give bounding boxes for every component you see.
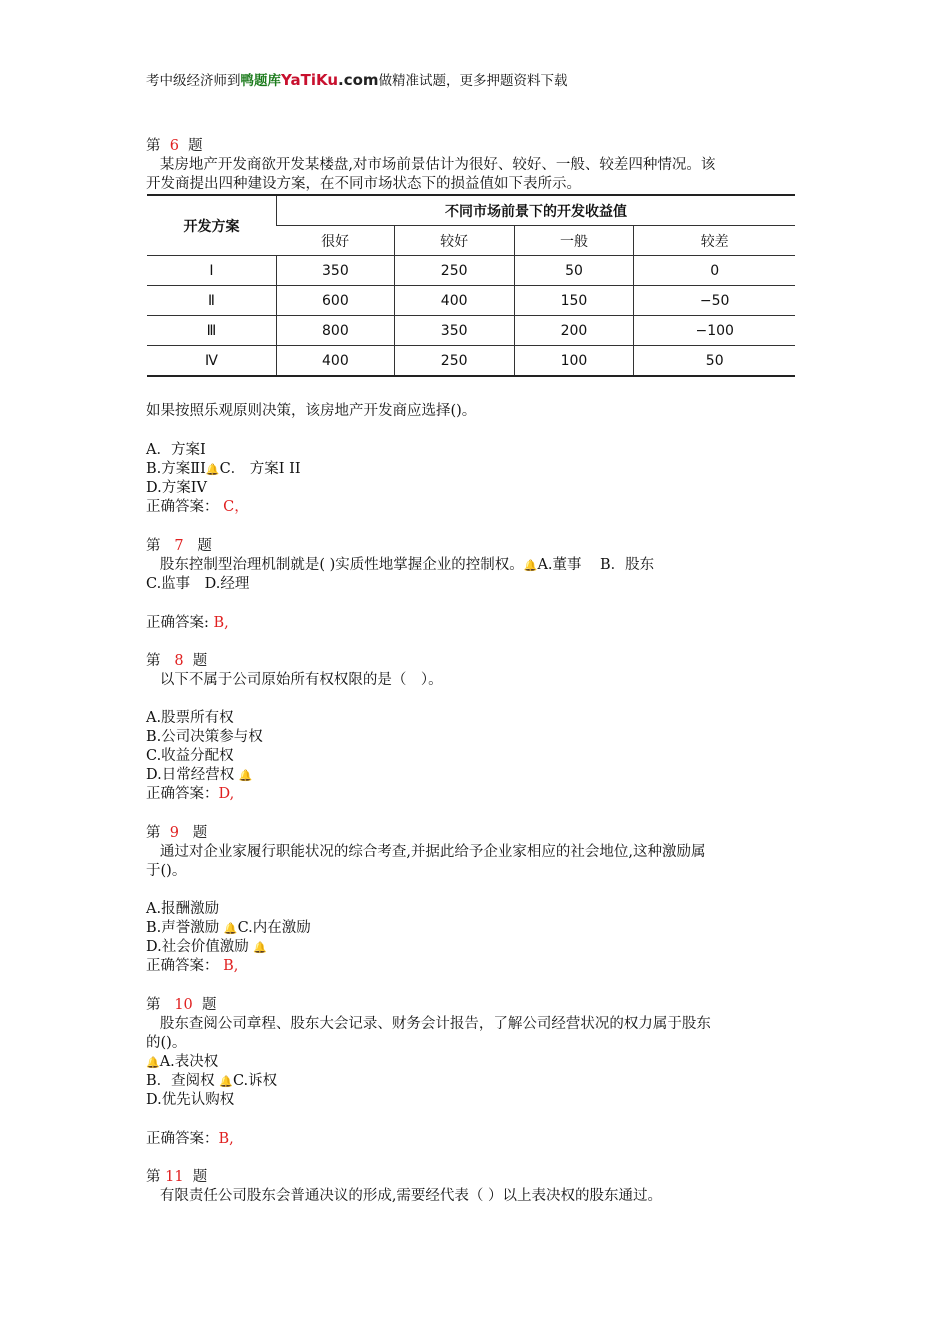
row-header: Ⅰ	[147, 256, 277, 286]
option-d: D.社会价值激励	[146, 939, 249, 955]
answer-label: 正确答案：	[146, 1131, 219, 1147]
column-header: 较好	[394, 226, 514, 256]
option-bc-line	[146, 460, 301, 479]
table-row	[147, 256, 795, 286]
answer-line	[146, 957, 238, 976]
option-c: C.收益分配权	[146, 748, 234, 764]
table-cell: 400	[394, 286, 514, 316]
option-a-line	[146, 1053, 218, 1072]
question-label: 题	[192, 653, 208, 669]
question-label: 第	[146, 1169, 161, 1185]
column-header: 较差	[634, 226, 795, 256]
question-8-stem	[146, 671, 443, 690]
answer-label: 正确答案：	[146, 499, 219, 515]
brand-name-cn: 鸭题库	[240, 73, 281, 89]
option-b: B.公司决策参与权	[146, 729, 263, 745]
question-label: 第	[146, 653, 161, 669]
option-a: A.股票所有权	[146, 710, 234, 726]
table-cell: 0	[634, 256, 795, 286]
brand-domain: .com	[338, 71, 379, 89]
bell-icon: 🔔	[238, 769, 253, 782]
table-row	[147, 286, 795, 316]
question-9-stem-line1	[146, 843, 706, 862]
question-9-title	[146, 824, 207, 843]
question-8-title	[146, 652, 207, 671]
stem-text: 以下不属于公司原始所有权权限的是（ ）。	[159, 672, 443, 688]
table-cell: 100	[514, 346, 634, 377]
option-d: D.优先认购权	[146, 1092, 235, 1108]
question-label: 第	[146, 997, 161, 1013]
option-d: D.日常经营权	[146, 767, 235, 783]
question-10-stem-line2: 的()。	[146, 1035, 187, 1051]
table-cell: 350	[277, 256, 395, 286]
header-prefix: 考中级经济师到	[146, 73, 241, 89]
table-row	[147, 346, 795, 377]
table-cell: 600	[277, 286, 395, 316]
answer-label: 正确答案：	[146, 958, 219, 974]
table-header-row	[147, 195, 795, 226]
question-number: 6	[169, 138, 179, 154]
option-d-line	[146, 766, 253, 785]
answer-value: D,	[218, 786, 235, 802]
stem-text: 股东查阅公司章程、股东大会记录、财务会计报告，了解公司经营状况的权力属于股东	[159, 1016, 711, 1032]
header-suffix: 做精准试题，更多押题资料下载	[378, 73, 568, 89]
answer-value: B,	[223, 958, 239, 974]
question-6-stem-line2: 开发商提出四种建设方案，在不同市场状态下的损益值如下表所示。	[146, 176, 581, 192]
question-6-prompt: 如果按照乐观原则决策，该房地产开发商应选择()。	[146, 403, 477, 419]
option-bc-line	[146, 919, 311, 938]
answer-line	[146, 614, 229, 633]
bell-icon: 🔔	[523, 559, 538, 572]
column-header: 很好	[277, 226, 395, 256]
table-cell: 250	[394, 346, 514, 377]
option-c: C.诉权	[232, 1073, 278, 1089]
question-number: 9	[169, 825, 179, 841]
stem-text: 股东控制型治理机制就是( )实质性地掌握企业的控制权。	[159, 557, 524, 573]
table-row	[147, 316, 795, 346]
row-header: Ⅱ	[147, 286, 277, 316]
option-a: A.报酬激励	[146, 901, 220, 917]
option-a: A.董事	[537, 557, 582, 573]
question-7-title	[146, 537, 212, 556]
option-b: B.声誉激励	[146, 920, 220, 936]
table-corner-header: 开发方案	[147, 195, 277, 256]
question-label: 第	[146, 538, 161, 554]
row-header: Ⅳ	[205, 352, 218, 369]
option-c: C.内在激励	[237, 920, 311, 936]
option-cd-line: C.监事 D.经理	[146, 576, 250, 592]
answer-line	[146, 498, 249, 517]
answer-line	[146, 1130, 234, 1149]
stem-text: 某房地产开发商欲开发某楼盘,对市场前景估计为很好、较好、一般、较差四种情况。该	[159, 157, 716, 173]
option-b: B.方案ⅡI	[146, 461, 206, 477]
question-label: 第	[146, 825, 161, 841]
question-label: 题	[192, 1169, 208, 1185]
bell-icon: 🔔	[146, 1056, 160, 1069]
option-b: B．查阅权	[146, 1073, 215, 1089]
stem-text: 有限责任公司股东会普通决议的形成,需要经代表（ ）以上表决权的股东通过。	[159, 1188, 663, 1204]
table-cell: −100	[634, 316, 795, 346]
option-b: B．股东	[599, 557, 655, 573]
question-number: 11	[165, 1169, 184, 1185]
table-cell: 50	[634, 346, 795, 377]
brand-name-en: YaTiKu	[281, 71, 339, 89]
answer-line	[146, 785, 234, 804]
question-6-title	[146, 137, 203, 156]
table-cell: −50	[634, 286, 795, 316]
answer-value: B,	[218, 1131, 234, 1147]
option-a: A.表决权	[159, 1054, 219, 1070]
question-label: 题	[192, 825, 208, 841]
question-label: 第	[146, 138, 161, 154]
question-9-stem-line2: 于()。	[146, 863, 187, 879]
column-header: 一般	[514, 226, 634, 256]
question-label: 题	[197, 538, 212, 554]
table-cell: 350	[394, 316, 514, 346]
option-d-line	[146, 938, 267, 957]
bell-icon: 🔔	[205, 463, 220, 476]
question-10-stem-line1	[146, 1015, 711, 1034]
question-7-stem	[146, 556, 654, 575]
question-6-stem-line1	[146, 156, 715, 175]
question-number: 7	[174, 538, 184, 554]
question-label: 题	[202, 997, 217, 1013]
option-c: C． 方案Ⅰ II	[219, 461, 301, 477]
answer-label: 正确答案：	[146, 786, 219, 802]
bell-icon: 🔔	[223, 922, 238, 935]
table-cell: 800	[277, 316, 395, 346]
option-bc-line	[146, 1072, 277, 1091]
table-cell: 250	[394, 256, 514, 286]
table-group-header: 不同市场前景下的开发收益值	[277, 195, 796, 226]
answer-value: C，	[223, 499, 249, 515]
question-label: 题	[188, 138, 203, 154]
page-header	[146, 71, 568, 91]
table-cell: 150	[514, 286, 634, 316]
table-cell: 200	[514, 316, 634, 346]
bell-icon: 🔔	[253, 941, 268, 954]
question-number: 8	[174, 653, 184, 669]
answer-value: B,	[213, 615, 229, 631]
payoff-table	[147, 194, 795, 377]
question-number: 10	[174, 997, 193, 1013]
option-d: D.方案ⅠⅤ	[146, 480, 207, 496]
option-a: A．方案Ⅰ	[146, 442, 206, 458]
question-10-title	[146, 996, 217, 1015]
answer-label: 正确答案:	[146, 615, 209, 631]
question-11-title	[146, 1168, 207, 1187]
bell-icon: 🔔	[219, 1075, 233, 1088]
table-cell: 400	[277, 346, 395, 377]
table-cell: 50	[514, 256, 634, 286]
row-header: Ⅲ	[147, 316, 277, 346]
question-11-stem	[146, 1187, 662, 1206]
stem-text: 通过对企业家履行职能状况的综合考查,并据此给予企业家相应的社会地位,这种激励属	[159, 844, 706, 860]
